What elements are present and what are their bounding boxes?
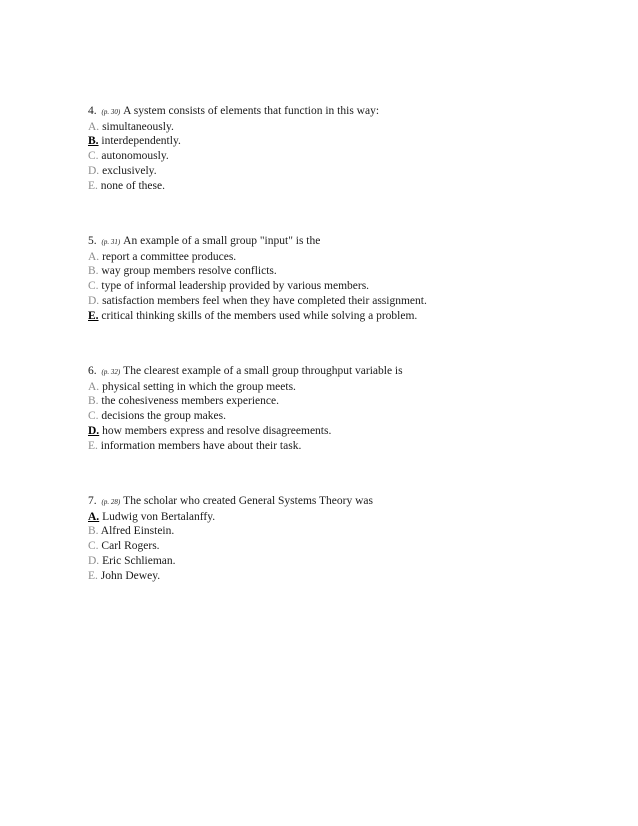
option-letter: B. <box>88 265 99 278</box>
question-5 <box>88 234 608 323</box>
option-letter: B. <box>88 525 99 538</box>
option-a <box>88 120 608 135</box>
option-letter: A. <box>88 250 100 263</box>
option-c <box>88 539 608 554</box>
option-letter: E. <box>88 569 98 582</box>
option-letter: A. <box>88 380 100 393</box>
option-c <box>88 279 608 294</box>
option-text: information members have about their task. <box>100 439 302 452</box>
question-prompt-line <box>88 234 608 250</box>
option-text: simultaneously. <box>102 120 174 133</box>
option-e <box>88 309 608 324</box>
option-a <box>88 380 608 395</box>
option-letter: E. <box>88 439 98 452</box>
question-prompt: A system consists of elements that function in this way: <box>123 105 380 117</box>
option-b <box>88 524 608 539</box>
question-prompt-line <box>88 364 608 380</box>
question-prompt: The scholar who created General Systems Theory was <box>123 495 373 507</box>
correct-option-letter: D. <box>88 424 100 437</box>
option-b <box>88 394 608 409</box>
option-a <box>88 250 608 265</box>
option-text: decisions the group makes. <box>101 410 226 423</box>
option-text: autonomously. <box>101 150 169 163</box>
option-text: how members express and resolve disagreements. <box>102 424 332 437</box>
option-letter: E. <box>88 179 98 192</box>
option-text: Eric Schlieman. <box>102 554 176 567</box>
question-4 <box>88 104 608 193</box>
page-reference: (p. 31) <box>101 238 121 246</box>
question-7 <box>88 494 608 583</box>
option-e <box>88 569 608 584</box>
option-text: interdependently. <box>101 135 181 148</box>
option-text: satisfaction members feel when they have completed their assignment. <box>102 294 427 307</box>
option-letter: C. <box>88 410 99 423</box>
option-text: none of these. <box>100 179 165 192</box>
option-a <box>88 510 608 525</box>
option-b <box>88 264 608 279</box>
correct-option-letter: E. <box>88 309 99 322</box>
page-reference: (p. 32) <box>101 368 121 376</box>
option-d <box>88 424 608 439</box>
option-text: way group members resolve conflicts. <box>101 265 277 278</box>
question-prompt: An example of a small group "input" is the <box>123 235 321 247</box>
option-text: exclusively. <box>102 164 157 177</box>
option-text: physical setting in which the group meets. <box>102 380 296 393</box>
question-number: 7. <box>88 495 97 507</box>
option-e <box>88 439 608 454</box>
option-letter: D. <box>88 554 100 567</box>
question-number: 6. <box>88 365 97 377</box>
correct-option-letter: B. <box>88 135 99 148</box>
question-number: 4. <box>88 105 97 117</box>
option-letter: B. <box>88 395 99 408</box>
page-reference: (p. 30) <box>101 108 121 116</box>
option-letter: C. <box>88 150 99 163</box>
option-d <box>88 164 608 179</box>
option-d <box>88 294 608 309</box>
option-text: Alfred Einstein. <box>100 525 175 538</box>
question-6 <box>88 364 608 453</box>
option-e <box>88 179 608 194</box>
option-letter: D. <box>88 294 100 307</box>
option-text: Carl Rogers. <box>101 540 160 553</box>
option-text: type of informal leadership provided by various members. <box>101 280 370 293</box>
question-prompt: The clearest example of a small group throughput variable is <box>123 365 403 377</box>
correct-option-letter: A. <box>88 510 100 523</box>
option-letter: D. <box>88 164 100 177</box>
option-c <box>88 409 608 424</box>
option-d <box>88 554 608 569</box>
option-b <box>88 134 608 149</box>
page-reference: (p. 28) <box>101 498 121 506</box>
question-number: 5. <box>88 235 97 247</box>
option-text: report a committee produces. <box>102 250 237 263</box>
option-text: John Dewey. <box>100 569 161 582</box>
option-letter: C. <box>88 280 99 293</box>
question-prompt-line <box>88 104 608 120</box>
option-text: Ludwig von Bertalanffy. <box>102 510 216 523</box>
option-c <box>88 149 608 164</box>
option-letter: C. <box>88 540 99 553</box>
question-prompt-line <box>88 494 608 510</box>
option-text: critical thinking skills of the members used while solving a problem. <box>101 309 418 322</box>
option-text: the cohesiveness members experience. <box>101 395 279 408</box>
option-letter: A. <box>88 120 100 133</box>
